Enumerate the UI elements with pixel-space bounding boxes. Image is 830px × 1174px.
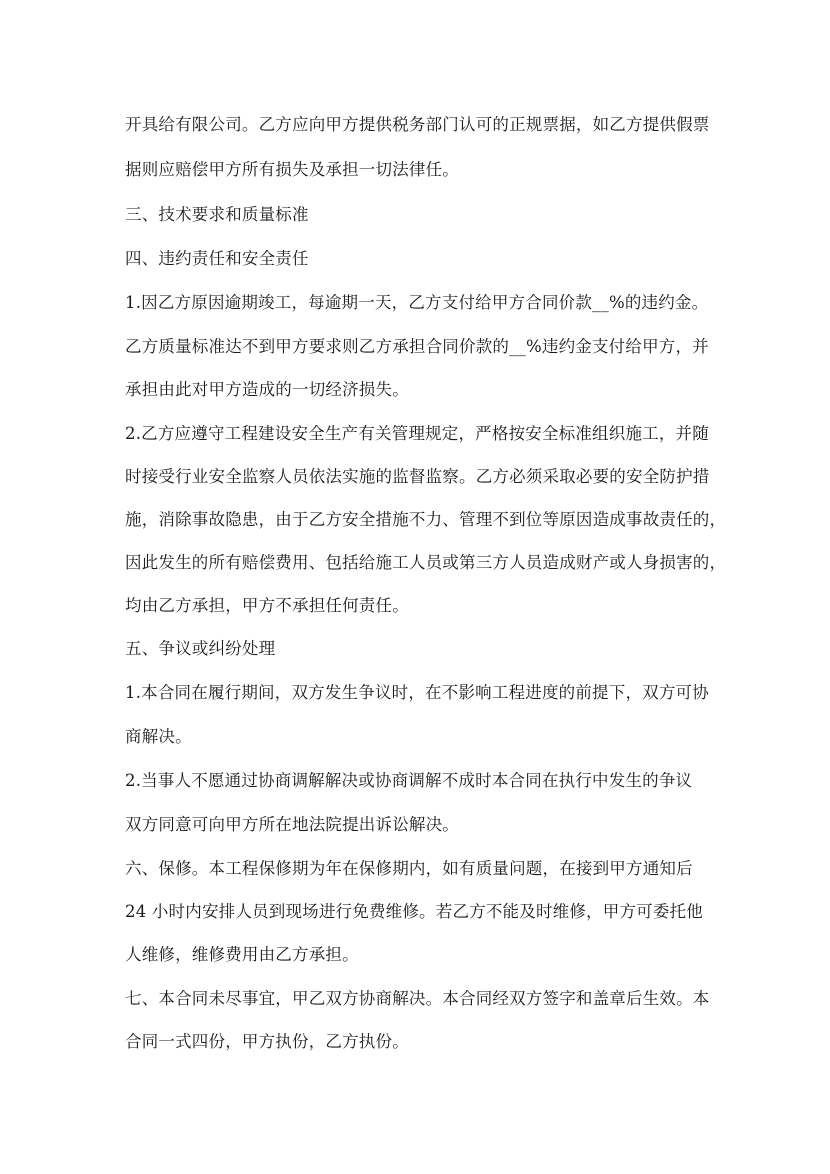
section-heading-4: 四、违约责任和安全责任	[125, 249, 309, 268]
line-5: 1.因乙方原因逾期竣工，每逾期一天，乙方支付给甲方合同价款__%的违约金。	[125, 293, 709, 312]
line-21: 七、本合同未尽事宜，甲乙双方协商解决。本合同经双方签字和盖章后生效。本	[125, 989, 710, 1008]
line-11: 因此发生的所有赔偿费用、包括给施工人员或第三方人员造成财产或人身损害的，	[125, 553, 727, 572]
line-18: 六、保修。本工程保修期为年在保修期内，如有质量问题，在接到甲方通知后	[125, 859, 693, 878]
section-heading-3: 三、技术要求和质量标准	[125, 205, 309, 224]
line-17: 双方同意可向甲方所在地法院提出诉讼解决。	[125, 815, 459, 834]
section-heading-5: 五、争议或纠纷处理	[125, 639, 276, 658]
line-2: 据则应赔偿甲方所有损失及承担一切法律任。	[125, 160, 459, 179]
line-19: 24 小时内安排人员到现场进行免费维修。若乙方不能及时维修，甲方可委托他	[125, 902, 703, 921]
line-6: 乙方质量标准达不到甲方要求则乙方承担合同价款的__%违约金支付给甲方，并	[125, 337, 709, 356]
line-7: 承担由此对甲方造成的一切经济损失。	[125, 380, 409, 399]
line-9: 时接受行业安全监察人员依法实施的监督监察。乙方必须采取必要的安全防护措	[125, 467, 710, 486]
line-15: 商解决。	[125, 727, 192, 746]
line-10: 施，消除事故隐患，由于乙方安全措施不力、管理不到位等原因造成事故责任的，	[125, 510, 727, 529]
line-14: 1.本合同在履行期间，双方发生争议时，在不影响工程进度的前提下，双方可协	[125, 683, 709, 702]
line-1: 开具给有限公司。乙方应向甲方提供税务部门认可的正规票据，如乙方提供假票	[125, 115, 710, 134]
line-20: 人维修，维修费用由乙方承担。	[125, 945, 359, 964]
line-8: 2.乙方应遵守工程建设安全生产有关管理规定，严格按安全标准组织施工，并随	[125, 424, 709, 443]
line-12: 均由乙方承担，甲方不承担任何责任。	[125, 596, 409, 615]
line-22: 合同一式四份，甲方执份，乙方执份。	[125, 1032, 409, 1051]
line-16: 2.当事人不愿通过协商调解解决或协商调解不成时本合同在执行中发生的争议	[125, 771, 693, 790]
